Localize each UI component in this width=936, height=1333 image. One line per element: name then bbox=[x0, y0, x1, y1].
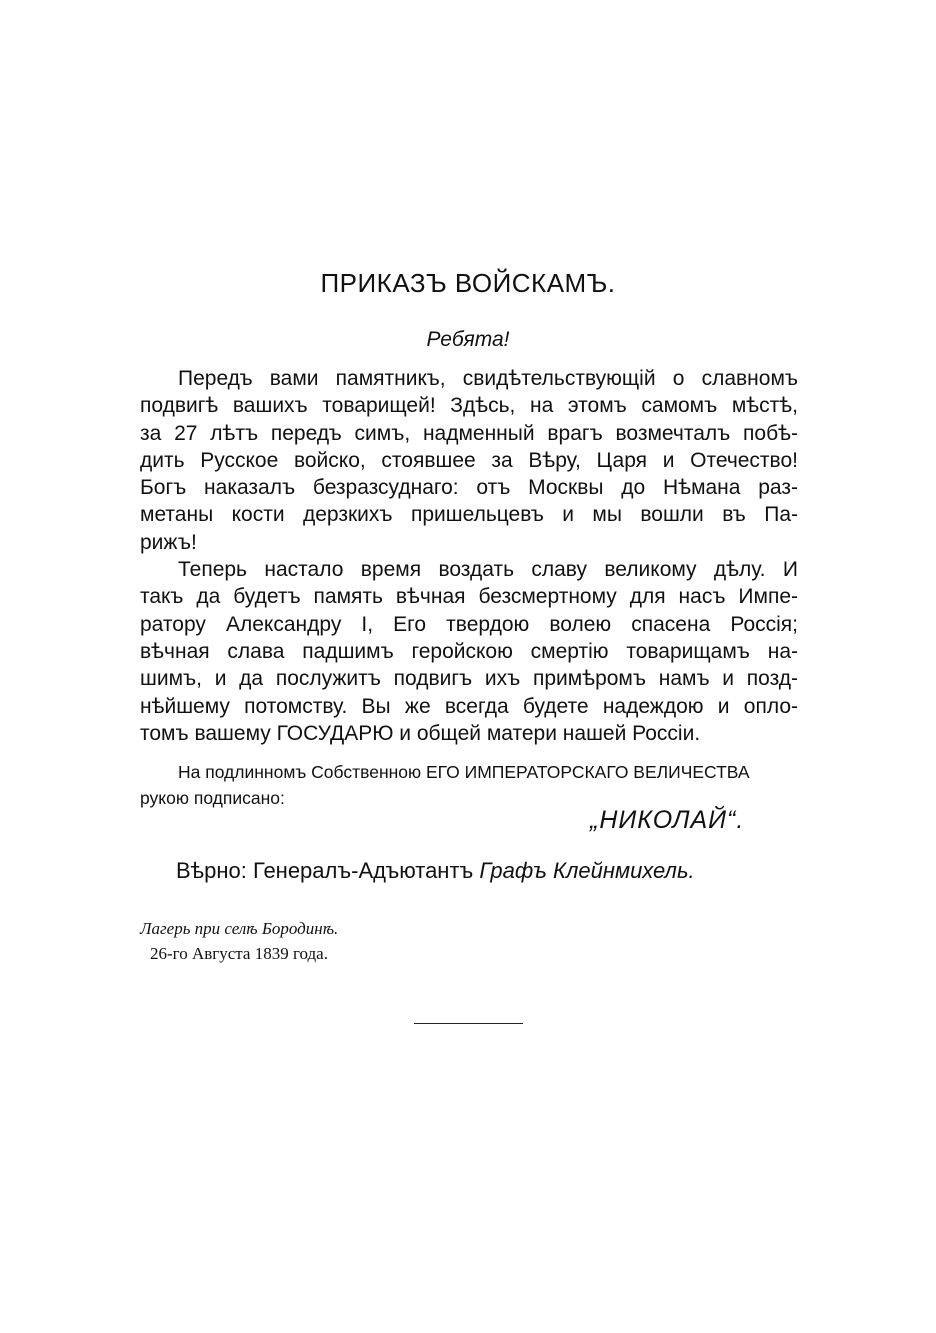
body-text bbox=[140, 365, 798, 747]
body-line: дить Русское войско, стоявшее за Вѣру, Царя и Отечество! bbox=[140, 448, 798, 472]
body-line: ратору Александру I, Его твердою волею спасена Россія; bbox=[140, 612, 798, 636]
body-line: Передъ вами памятникъ, свидѣтельствующій о славномъ bbox=[178, 367, 798, 390]
body-line: нѣйшему потомству. Вы же всегда будете надеждою и опло- bbox=[140, 694, 798, 718]
body-line: томъ вашему ГОСУДАРЮ и общей матери нашей Россіи. bbox=[140, 721, 701, 745]
body-line: подвигѣ вашихъ товарищей! Здѣсь, на этомъ самомъ мѣстѣ, bbox=[140, 394, 798, 418]
attestation-prefix: Вѣрно: Генералъ-Адъютантъ bbox=[176, 858, 474, 883]
body-line: вѣчная слава падшимъ геройскою смертію товарищамъ на- bbox=[140, 639, 798, 663]
body-line: Богъ наказалъ безразсуднаго: отъ Москвы до Нѣмана раз- bbox=[140, 476, 798, 500]
body-line: за 27 лѣтъ передъ симъ, надменный врагъ возмечталъ побѣ- bbox=[140, 421, 798, 445]
body-line: рижъ! bbox=[140, 530, 197, 554]
body-line: Теперь настало время воздать славу великому дѣлу. И bbox=[178, 558, 798, 582]
body-line: такъ да будетъ память вѣчная безсмертному для насъ Импе- bbox=[140, 585, 798, 609]
closing-rule bbox=[414, 1023, 523, 1024]
signature-note: На подлинномъ Собственною ЕГО ИМПЕРАТОРСКАГО ВЕЛИЧЕСТВА bbox=[178, 762, 750, 782]
body-line: метаны кости дерзкихъ пришельцевъ и мы вошли въ Па- bbox=[140, 503, 798, 527]
attestation bbox=[176, 858, 695, 884]
place-line: Лагерь при селѣ Бородинѣ. bbox=[140, 919, 339, 938]
attestation-name: Графъ Клейнмихель. bbox=[479, 858, 695, 883]
document-title: ПРИКАЗЪ ВОЙСКАМЪ. bbox=[320, 268, 616, 298]
salutation: Ребята! bbox=[426, 328, 510, 351]
body-line: шимъ, и да послужитъ подвигъ ихъ примѣромъ намъ и позд- bbox=[140, 667, 798, 691]
date-line: 26-го Августа 1839 года. bbox=[150, 944, 328, 963]
signature: „НИКОЛАЙ“. bbox=[590, 806, 745, 834]
signature-note-continuation: рукою подписано: bbox=[140, 788, 285, 808]
